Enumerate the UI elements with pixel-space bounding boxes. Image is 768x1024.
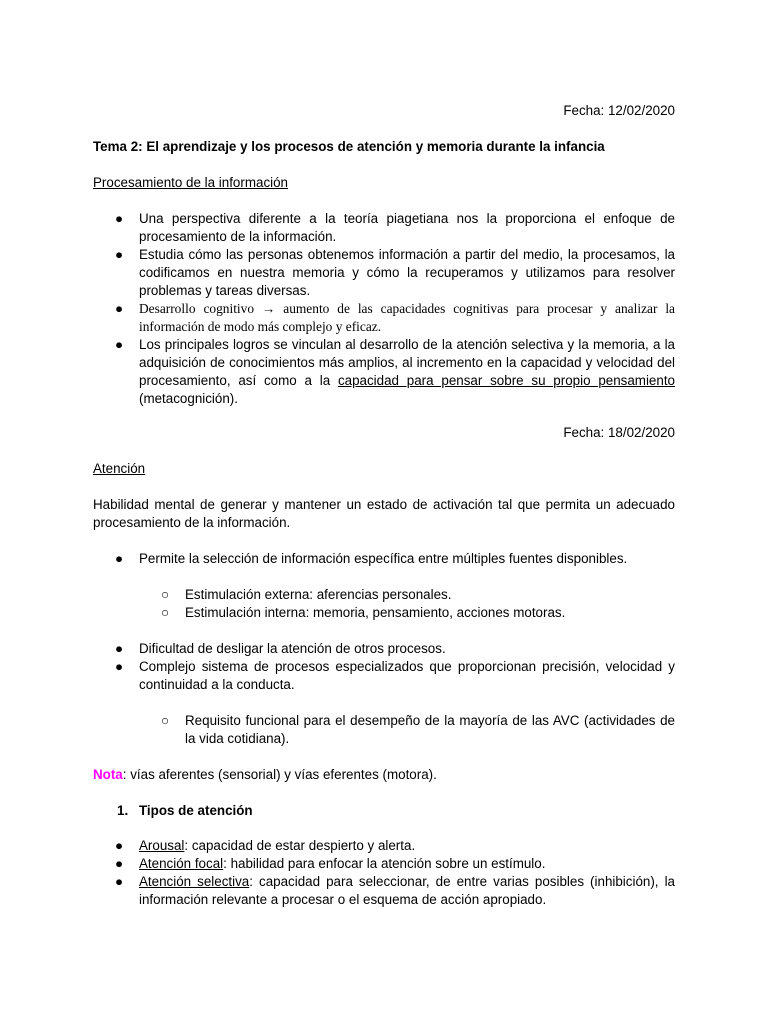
list-item: ● Una perspectiva diferente a la teoría piagetiana nos la proporciona el enfoque de procesamiento de la información. bbox=[115, 211, 675, 244]
bullet-icon: ● bbox=[115, 641, 124, 656]
section-heading-atencion: Atención bbox=[93, 461, 146, 476]
bullet-list-atencion-1 bbox=[93, 550, 675, 568]
underlined-phrase: capacidad para pensar sobre su propio pensamiento bbox=[337, 373, 675, 388]
bullet-icon: ● bbox=[115, 838, 124, 853]
bullet-list-atencion-2 bbox=[93, 640, 675, 694]
circle-bullet-icon: ○ bbox=[161, 605, 170, 620]
bullet-list-tipos bbox=[93, 837, 675, 909]
list-item: ○ Estimulación externa: aferencias personales. bbox=[161, 587, 452, 602]
circle-bullet-icon: ○ bbox=[161, 587, 170, 602]
list-item: ● Permite la selección de información específica entre múltiples fuentes disponibles. bbox=[115, 551, 628, 566]
document-title: Tema 2: El aprendizaje y los procesos de atención y memoria durante la infancia bbox=[93, 139, 605, 154]
sub-list-requisito bbox=[93, 712, 675, 748]
bullet-icon: ● bbox=[115, 211, 124, 226]
term-arousal: Arousal bbox=[139, 838, 185, 853]
list-item: ○ Estimulación interna: memoria, pensamiento, acciones motoras. bbox=[161, 605, 566, 620]
term-atencion-focal: Atención focal bbox=[139, 856, 224, 871]
sub-list-estimulacion bbox=[93, 586, 675, 622]
bullet-icon: ● bbox=[115, 247, 124, 262]
bullet-icon: ● bbox=[115, 551, 124, 566]
nota-label: Nota bbox=[93, 767, 123, 782]
list-item: ● Atención focal: habilidad para enfocar la atención sobre un estímulo. bbox=[115, 856, 546, 871]
list-item: ● Dificultad de desligar la atención de otros procesos. bbox=[115, 641, 446, 656]
document-page bbox=[93, 102, 675, 909]
list-item: ● Arousal: capacidad de estar despierto y alerta. bbox=[115, 838, 416, 853]
bullet-list-procesamiento bbox=[93, 210, 675, 408]
list-item: ○ Requisito funcional para el desempeño de la mayoría de las AVC (actividades de la vida cotidiana). bbox=[161, 713, 675, 746]
list-item: ● Complejo sistema de procesos especializados que proporcionan precisión, velocidad y continuidad a la conducta. bbox=[115, 659, 675, 692]
bullet-icon: ● bbox=[115, 301, 124, 316]
bullet-icon: ● bbox=[115, 337, 124, 352]
nota-paragraph: Nota: vías aferentes (sensorial) y vías eferentes (motora). bbox=[93, 767, 437, 782]
bullet-icon: ● bbox=[115, 874, 124, 889]
list-item: ● Atención selectiva: capacidad para seleccionar, de entre varias posibles (inhibición), la información relevante a procesar o el esquema de acción apropiado. bbox=[115, 874, 675, 907]
bullet-icon: ● bbox=[115, 659, 124, 674]
numbered-heading-tipos: 1. Tipos de atención bbox=[117, 803, 253, 818]
circle-bullet-icon: ○ bbox=[161, 713, 170, 728]
list-item: ● Desarrollo cognitivo → aumento de las capacidades cognitivas para procesar y analizar la información de modo más complejo y eficaz. bbox=[115, 301, 675, 334]
definition-paragraph: Habilidad mental de generar y mantener un estado de activación tal que permita un adecuado procesamiento de la información. bbox=[93, 497, 675, 530]
section-heading-procesamiento: Procesamiento de la información bbox=[93, 175, 289, 190]
bullet-icon: ● bbox=[115, 856, 124, 871]
list-item: ● Estudia cómo las personas obtenemos información a partir del medio, la procesamos, la codificamos en nuestra memoria y cómo la recuperamos y utilizamos para resolver problemas y tareas diversas. bbox=[115, 247, 675, 298]
term-atencion-selectiva: Atención selectiva bbox=[139, 874, 250, 889]
date-1: Fecha: 12/02/2020 bbox=[563, 103, 675, 118]
list-item: ● Los principales logros se vinculan al desarrollo de la atención selectiva y la memoria, a la adquisición de conocimientos más amplios, al incremento en la capacidad y velocidad del procesamiento, así como a la capacidad para pensar sobre su propio pensamiento (metacognición). bbox=[115, 337, 675, 406]
date-2: Fecha: 18/02/2020 bbox=[563, 425, 675, 440]
